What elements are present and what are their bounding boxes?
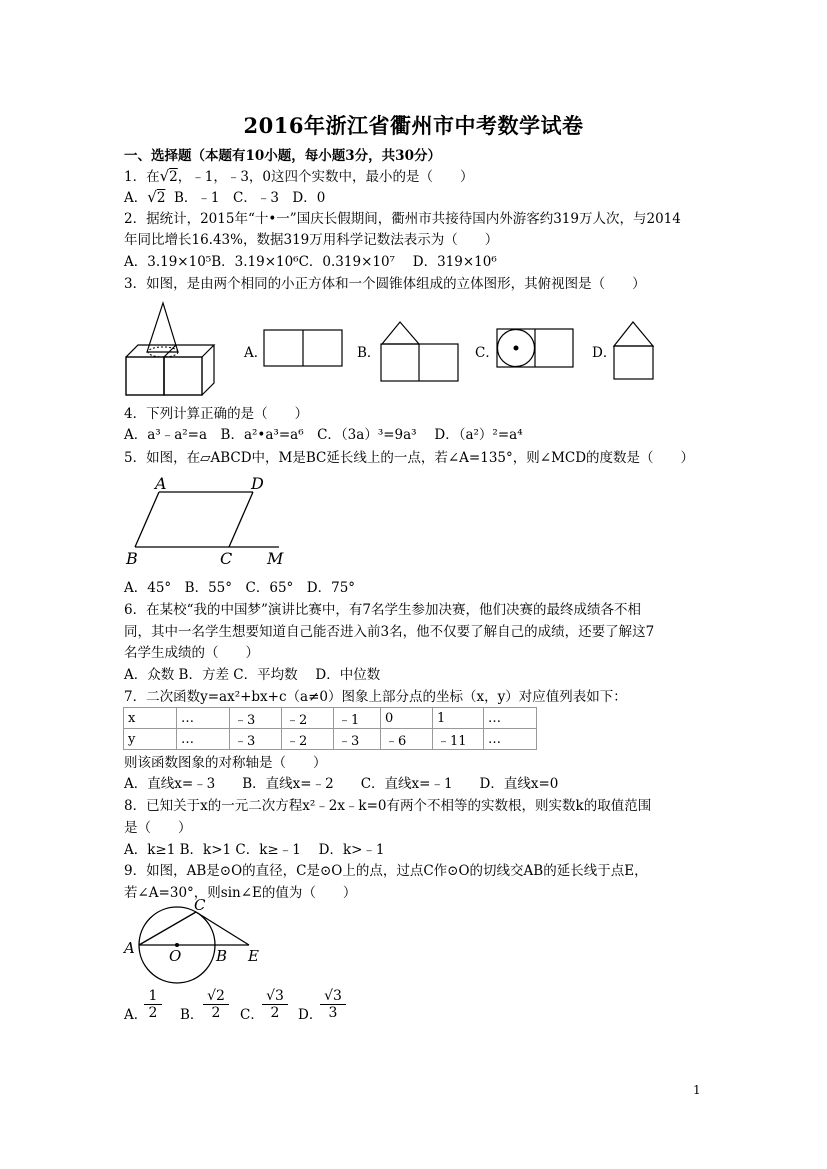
table-row	[124, 708, 537, 729]
q9-label-e: E	[248, 947, 259, 965]
q3-option-d-figure	[611, 316, 659, 382]
q1-stem-prefix: 1．在	[124, 169, 160, 185]
table-cell: ﹣2	[282, 729, 334, 750]
q2-line1: 2．据统计，2015年“十•一”国庆长假期间，衢州市共接待国内外游客约319万人次，与2014	[124, 211, 681, 227]
q9-option-c-denominator: 2	[262, 1004, 288, 1021]
q9-label-o: O	[169, 947, 182, 965]
q6-line1: 6．在某校“我的中国梦”演讲比赛中，有7名学生参加决赛，他们决赛的最终成绩各不相	[124, 602, 641, 618]
table-cell: …	[484, 708, 537, 729]
q9-option-d-numerator: √3	[324, 988, 342, 1004]
q3-option-c-figure	[496, 328, 576, 370]
q2-options: A．3.19×10⁵B．3.19×10⁶C．0.319×10⁷ D．319×10⁶	[124, 254, 497, 270]
table-cell: ﹣1	[334, 708, 381, 729]
q3-option-d-label: D．	[592, 345, 617, 361]
q1-stem: 1．在√2，﹣1，﹣3，0这四个实数中，最小的是（ ）	[124, 167, 474, 185]
q9-option-b-label: B．	[180, 1007, 204, 1023]
q9-line2: 若∠A=30°，则sin∠E的值为（ ）	[124, 885, 357, 901]
q3-option-a-figure	[263, 329, 345, 369]
q9-option-b-denominator: 2	[203, 1004, 229, 1021]
q5-label-b: B	[126, 549, 138, 568]
q1-options-rest: B．﹣1 C．﹣3 D．0	[174, 190, 326, 206]
q9-option-a-fraction	[144, 988, 162, 1021]
q9-option-b-fraction	[203, 988, 229, 1021]
q5-label-d: D	[251, 474, 264, 493]
table-cell: …	[484, 729, 537, 750]
q3-option-b-figure	[379, 316, 461, 384]
q9-option-a-label: A．	[124, 1007, 148, 1023]
q9-circle-figure	[122, 897, 267, 987]
q7-options: A．直线x=﹣3 B．直线x=﹣2 C．直线x=﹣1 D．直线x=0	[124, 776, 559, 792]
q9-label-b: B	[216, 947, 228, 965]
q3-option-c-label: C．	[475, 345, 499, 361]
table-cell: y	[124, 729, 177, 750]
q3-option-b-label: B．	[357, 345, 381, 361]
table-cell: ﹣3	[334, 729, 381, 750]
table-cell: x	[124, 708, 177, 729]
table-cell: ﹣6	[381, 729, 433, 750]
table-cell: 1	[433, 708, 484, 729]
q8-line2: 是（ ）	[124, 820, 192, 836]
q5-parallelogram-figure	[123, 472, 293, 572]
table-cell: ﹣2	[282, 708, 334, 729]
q3-option-a-label: A．	[244, 345, 268, 361]
q7-value-table	[123, 707, 537, 750]
q1-options: A．√2 B．﹣1 C．﹣3 D．0	[124, 188, 326, 206]
q9-label-a: A	[124, 939, 135, 957]
q1-option-a-label: A．	[124, 190, 148, 206]
q4-stem: 4．下列计算正确的是（ ）	[124, 406, 309, 422]
q6-options: A．众数 B．方差 C．平均数 D．中位数	[124, 667, 381, 683]
q8-line1: 8．已知关于x的一元二次方程x²﹣2x﹣k=0有两个不相等的实数根，则实数k的取值范围	[124, 798, 652, 814]
q9-option-c-fraction	[262, 988, 288, 1021]
section-heading: 一、选择题（本题有10小题，每小题3分，共30分）	[124, 148, 441, 164]
q9-option-d-denominator: 3	[320, 1004, 346, 1021]
q3-solid-figure	[122, 300, 220, 400]
q3-stem: 3．如图，是由两个相同的小正方体和一个圆锥体组成的立体图形，其俯视图是（ ）	[124, 276, 646, 292]
q7-question: 则该函数图象的对称轴是（ ）	[124, 755, 327, 771]
q4-options: A．a³﹣a²=a B．a²•a³=a⁶ C．（3a）³=9a³ D．（a²）²=a⁴	[124, 427, 523, 443]
q9-option-b-numerator: √2	[207, 988, 225, 1004]
page-title: 2016年浙江省衢州市中考数学试卷	[243, 113, 584, 138]
q7-stem: 7．二次函数y=ax²+bx+c（a≠0）图象上部分点的坐标（x，y）对应值列表如下：	[124, 689, 627, 705]
q1-radicand: 2	[169, 169, 178, 185]
q5-label-m: M	[267, 549, 284, 568]
q9-line1: 9．如图，AB是⊙O的直径，C是⊙O上的点，过点C作⊙O的切线交AB的延长线于点E，	[124, 863, 648, 879]
q9-option-d-label: D．	[298, 1007, 323, 1023]
q9-label-c: C	[194, 897, 206, 914]
q1-stem-suffix: ，﹣1，﹣3，0这四个实数中，最小的是（ ）	[177, 169, 474, 185]
q9-option-a-denominator: 2	[144, 1004, 162, 1021]
q5-stem: 5．如图，在▱ABCD中，M是BC延长线上的一点，若∠A=135°，则∠MCD的度数是（ ）	[124, 450, 695, 466]
q9-option-c-label: C．	[240, 1007, 264, 1023]
table-cell: ﹣3	[230, 729, 282, 750]
q8-options: A．k≥1 B．k>1 C．k≥﹣1 D．k>﹣1	[124, 842, 385, 858]
table-cell: …	[177, 708, 230, 729]
q2-line2: 年同比增长16.43%，数据319万用科学记数法表示为（ ）	[124, 232, 499, 248]
table-cell: …	[177, 729, 230, 750]
q9-option-a-numerator: 1	[148, 988, 158, 1004]
q5-label-c: C	[220, 549, 233, 568]
q9-option-c-numerator: √3	[266, 988, 284, 1004]
table-cell: ﹣3	[230, 708, 282, 729]
table-cell: ﹣11	[433, 729, 484, 750]
q5-options: A．45° B．55° C．65° D．75°	[124, 580, 356, 596]
q9-option-d-fraction	[320, 988, 346, 1021]
page-number: 1	[693, 1083, 701, 1097]
table-row	[124, 729, 537, 750]
q1-option-a-radicand: 2	[156, 190, 166, 206]
q6-line2: 同，其中一名学生想要知道自己能否进入前3名，他不仅要了解自己的成绩，还要了解这7	[124, 624, 655, 640]
q6-line3: 名学生成绩的（ ）	[124, 645, 259, 661]
q5-label-a: A	[155, 474, 167, 493]
table-cell: 0	[381, 708, 433, 729]
